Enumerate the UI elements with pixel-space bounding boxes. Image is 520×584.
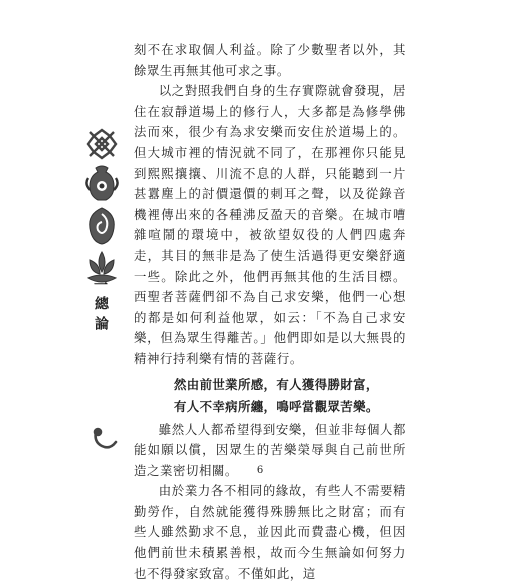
verse-line: 然由前世業所感，有人獲得勝財富， <box>174 376 379 392</box>
body-text <box>134 40 406 584</box>
verse-block <box>134 374 406 418</box>
paragraph: 由於業力各不相同的緣故，有些人不需要精勤勞作，自然就能獲得殊勝無比之財富；而有些人雖然勤求不息，並因此而費盡心機，但因他們前世未積累善根，故而今生無論如何努力也不得發家致富。不僅如此，這 <box>134 483 406 581</box>
page-number: 6 <box>256 465 264 476</box>
paragraph: 刻不在求取個人利益。除了少數聖者以外，其餘眾生再無其他可求之事。 <box>134 42 406 78</box>
chapter-number: 一 <box>94 278 108 294</box>
chapter-marker <box>88 278 114 336</box>
ornament-column <box>84 126 124 290</box>
paragraph: 以之對照我們自身的生存實際就會發現，居住在寂靜道場上的修行人，大多都是為修學佛法而來，很少有為求安樂而安住於道場上的。但大城市裡的情況就不同了，在那裡你只能見到熙熙攘攘、川流不息的人群，只能聽到一片甚囂塵上的討價還價的刺耳之聲，以及從錄音機裡傳出來的各種沸反盈天的音樂。在城市嘈雜喧鬧的環境中，被欲望奴役的人們四處奔走，其目的無非是為了使生活過得更安樂舒適一些。除此之外，他們再無其他的生活目標。西聖者菩薩們卻不為自己求安樂，他們一心想的都是如何利益他眾，如云：「不為自己求安樂，但為眾生得離苦。」他們即如是以大無畏的精神行持利樂有情的菩薩行。 <box>134 83 406 366</box>
paragraph: 雖然人人都希望得到安樂，但並非每個人都能如願以償，因眾生的苦樂榮辱與自己前世所造之業密切相關。 <box>134 421 406 478</box>
vase-icon <box>84 164 120 204</box>
tail-ornament-icon <box>92 426 120 452</box>
endless-knot-icon <box>84 126 120 162</box>
verse-line: 有人不幸病所纏，鳴呼當觀眾苦樂。 <box>174 398 379 414</box>
conch-icon <box>84 206 120 246</box>
chapter-title: 總論 <box>93 296 109 336</box>
